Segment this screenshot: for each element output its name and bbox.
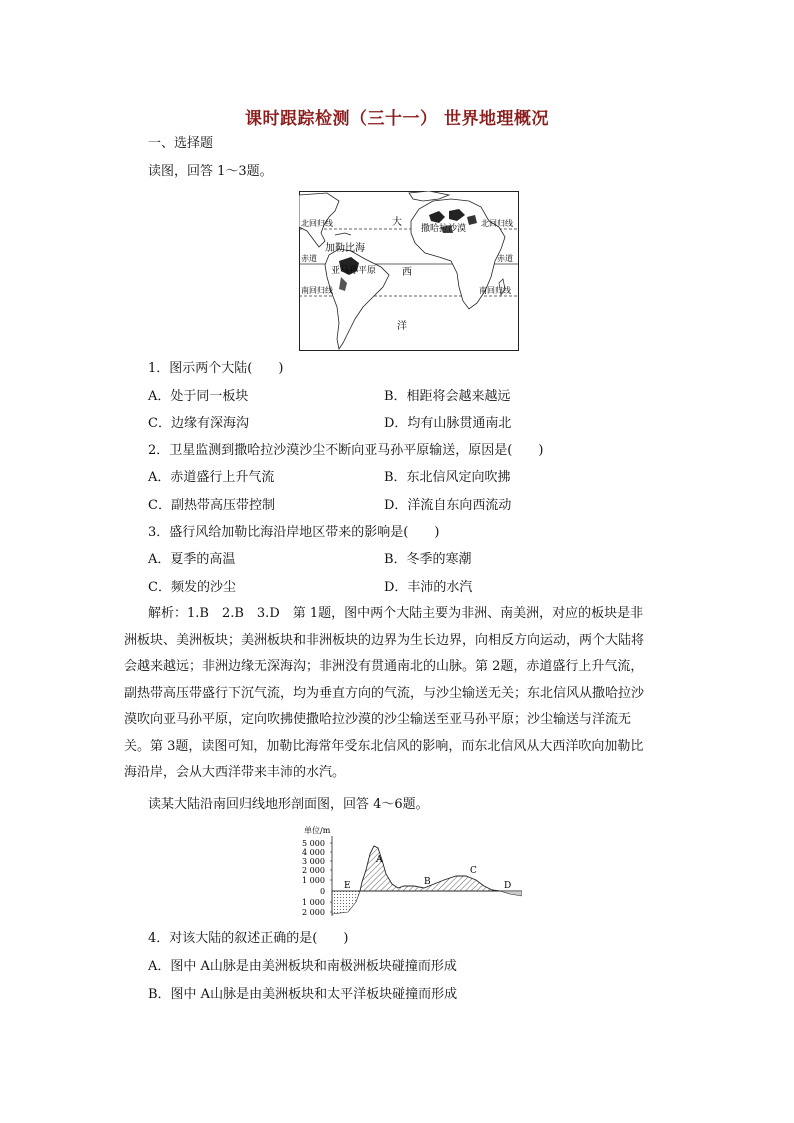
- q4-option-b: B．图中 A山脉是由美洲板块和太平洋板块碰撞而形成: [148, 987, 458, 1002]
- q1-option-b: B．相距将会越来越远: [384, 389, 511, 404]
- label-C: C: [470, 866, 477, 876]
- profile-unit-label: 单位/m: [304, 826, 331, 835]
- label-D: D: [504, 881, 512, 891]
- label-sahara: 撒哈拉沙漠: [421, 224, 467, 234]
- label-A: A: [376, 855, 383, 865]
- q2-option-d: D．洋流自东向西流动: [384, 498, 512, 513]
- tick-label: 4 000: [302, 848, 325, 857]
- intro-q4-6: 读某大陆沿南回归线地形剖面图，回答 4～6题。: [148, 797, 429, 812]
- q1-option-c: C．边缘有深海沟: [148, 416, 249, 431]
- label-E: E: [344, 881, 351, 891]
- intro-q1-3: 读图，回答 1～3题。: [148, 164, 273, 179]
- label-yang: 洋: [397, 321, 407, 332]
- q1-stem: 1．图示两个大陆( ): [148, 361, 284, 376]
- ocean-floor-area: [332, 891, 360, 914]
- label-B: B: [424, 877, 431, 887]
- label-nanhui-right: 南回归线: [479, 286, 511, 295]
- tick-label: 0: [320, 887, 326, 896]
- q1-option-d: D．均有山脉贯通南北: [384, 416, 512, 431]
- tick-label: 3 000: [302, 857, 325, 866]
- label-nanhui-left: 南回归线: [301, 286, 333, 295]
- label-xi: 西: [402, 267, 412, 278]
- tick-label: 1 000: [302, 876, 325, 885]
- q2-option-b: B．东北信风定向吹拂: [384, 470, 511, 485]
- q2-option-a: A．赤道盛行上升气流: [148, 470, 275, 485]
- label-chidao-right: 赤道: [497, 254, 513, 263]
- q2-stem: 2．卫星监测到撒哈拉沙漠沙尘不断向亚马孙平原输送，原因是( ): [148, 443, 544, 458]
- q3-option-d: D．丰沛的水汽: [384, 580, 473, 595]
- q2-option-c: C．副热带高压带控制: [148, 498, 275, 513]
- q1-option-a: A．处于同一板块: [148, 389, 249, 404]
- label-da: 大: [392, 217, 402, 228]
- label-chidao-left: 赤道: [301, 254, 317, 263]
- label-beihui-right: 北回归线: [481, 219, 513, 228]
- label-amazon: 亚马孙平原: [331, 266, 377, 276]
- q3-option-a: A．夏季的高温: [148, 552, 236, 567]
- tick-label: 5 000: [302, 839, 325, 848]
- label-caribbean: 加勒比海: [325, 243, 365, 254]
- tick-label: 2 000: [302, 866, 325, 875]
- tick-label: 2 000: [302, 908, 325, 917]
- q3-option-b: B．冬季的寒潮: [384, 552, 472, 567]
- q4-option-a: A．图中 A山脉是由美洲板块和南极洲板块碰撞而形成: [148, 959, 457, 974]
- analysis-paragraph: 解析：1.B 2.B 3.D 第 1题，图中两个大陆主要为非洲、南美洲，对应的板块是非洲板块、美洲板块；美洲板块和非洲板块的边界为生长边界，向相反方向运动，两个大陆将会越来越远；非洲边缘无深海沟；非洲没有贯通南北的山脉。第 2题，赤道盛行上升气流，副热带高压带盛行下沉气流，均为垂直方向的气流，与沙尘输送无关；东北信风从撒哈拉沙漠吹向亚马孙平原，定向吹拂使撒哈拉沙漠的沙尘输送至亚马孙平原；沙尘输送与洋流无关。第 3题，读图可知，加勒比海常年受东北信风的影响，而东北信风从大西洋吹向加勒比海沿岸，会从大西洋带来丰沛的水汽。: [124, 606, 645, 780]
- page-title: 课时跟踪检测（三十一） 世界地理概况: [245, 109, 549, 129]
- label-beihui-left: 北回归线: [301, 219, 333, 228]
- terrain-profile-figure: [300, 824, 522, 920]
- q4-stem: 4．对该大陆的叙述正确的是( ): [148, 931, 349, 946]
- section-heading: 一、选择题: [148, 136, 214, 151]
- q3-stem: 3．盛行风给加勒比海沿岸地区带来的影响是( ): [148, 525, 440, 540]
- tick-label: 1 000: [302, 898, 325, 907]
- atlantic-map-figure: [299, 191, 519, 351]
- right-ocean-edge: [500, 891, 522, 896]
- q3-option-c: C．频发的沙尘: [148, 580, 236, 595]
